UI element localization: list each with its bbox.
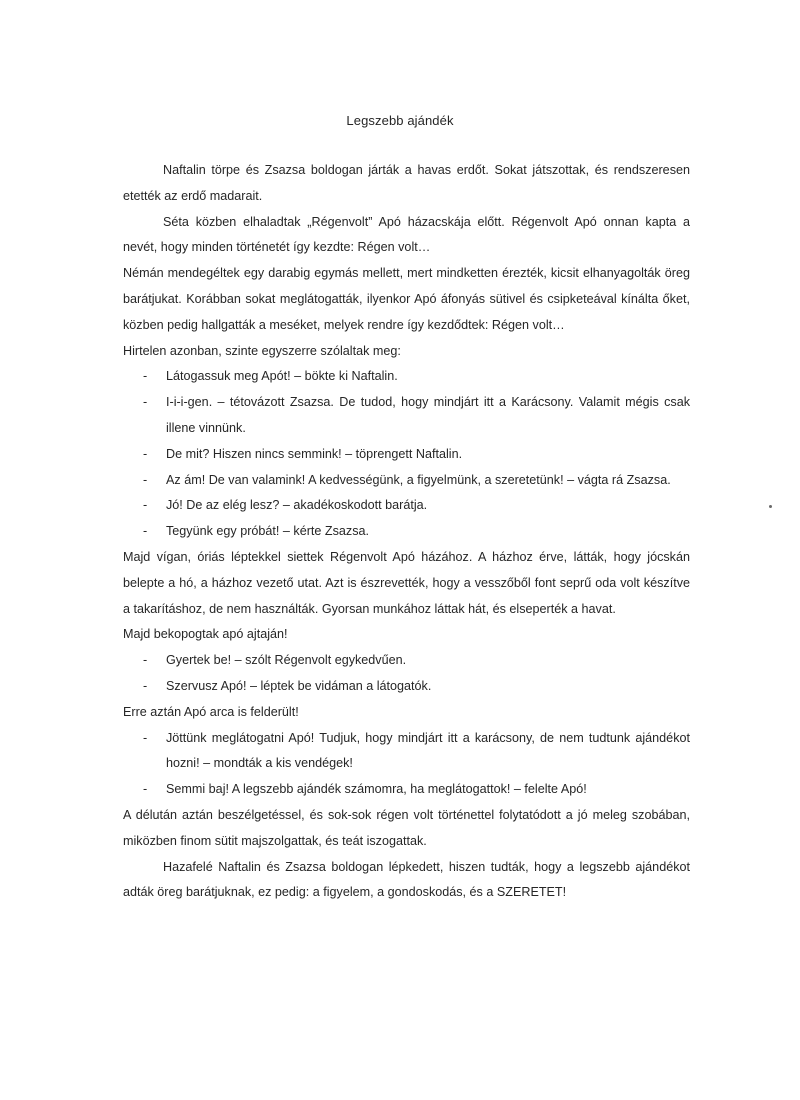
dialogue-line: - Jöttünk meglátogatni Apó! Tudjuk, hogy mindjárt itt a karácsony, de nem tudtunk ajándékot hozni! – mondták a kis vendégek! xyxy=(123,726,690,778)
paragraph-1: Naftalin törpe és Zsazsa boldogan járták a havas erdőt. Sokat játszottak, és rendszeresen etették az erdő madarait. xyxy=(123,163,690,203)
dialogue-line: - Tegyünk egy próbát! – kérte Zsazsa. xyxy=(123,519,690,545)
dialogue-list-3 xyxy=(123,726,690,803)
dialogue-list-1 xyxy=(123,364,690,545)
paragraph-6: Majd bekopogtak apó ajtaján! xyxy=(123,627,288,642)
dialogue-line: - Gyertek be! – szólt Régenvolt egykedvűen. xyxy=(123,648,690,674)
dialogue-line: - Semmi baj! A legszebb ajándék számomra, ha meglátogattok! – felelte Apó! xyxy=(123,777,690,803)
paragraph-9: Hazafelé Naftalin és Zsazsa boldogan lépkedett, hiszen tudták, hogy a legszebb ajándékot adták öreg barátjuknak, ez pedig: a figyelem, a gondoskodás, és a SZERETET! xyxy=(123,859,690,900)
dialogue-line: - Az ám! De van valamink! A kedvességünk, a figyelmünk, a szeretetünk! – vágta rá Zsazsa. xyxy=(123,468,690,494)
dialogue-list-2 xyxy=(123,648,690,700)
dialogue-line: - I-i-i-gen. – tétovázott Zsazsa. De tudod, hogy mindjárt itt a Karácsony. Valamit mégis csak illene vinnünk. xyxy=(123,390,690,442)
paragraph-8: A délután aztán beszélgetéssel, és sok-sok régen volt történettel folytatódott a jó meleg szobában, miközben finom sütit majszolgattak, és teát iszogattak. xyxy=(123,807,690,848)
paragraph-5: Majd vígan, óriás léptekkel siettek Régenvolt Apó házához. A házhoz érve, látták, hogy jócskán belepte a hó, a házhoz vezető utat. Azt is észrevették, hogy a vesszőből font seprű oda volt készítve a takarításhoz, de nem használták. Gyorsan munkához láttak hát, és elseperték a havat. xyxy=(123,549,690,616)
dialogue-line: - Jó! De az elég lesz? – akadékoskodott barátja. xyxy=(123,493,690,519)
dialogue-line: - De mit? Hiszen nincs semmink! – töprengett Naftalin. xyxy=(123,442,690,468)
dialogue-line: - Szervusz Apó! – léptek be vidáman a látogatók. xyxy=(123,674,690,700)
story-title: Legszebb ajándék xyxy=(346,113,454,128)
story-body xyxy=(123,158,690,906)
dialogue-line: - Látogassuk meg Apót! – bökte ki Naftalin. xyxy=(123,364,690,390)
paragraph-4: Hirtelen azonban, szinte egyszerre szólaltak meg: xyxy=(123,343,401,358)
paragraph-3: Némán mendegéltek egy darabig egymás mellett, mert mindketten érezték, kicsit elhanyagolták öreg barátjukat. Korábban sokat meglátogatták, ilyenkor Apó áfonyás sütivel és csipketeával kínálta őket, közben pedig hallgatták a meséket, melyek rendre így kezdődtek: Régen volt… xyxy=(123,266,690,332)
paragraph-7: Erre aztán Apó arca is felderült! xyxy=(123,704,299,719)
scan-speck xyxy=(769,505,772,508)
paragraph-2: Séta közben elhaladtak „Régenvolt” Apó házacskája előtt. Régenvolt Apó onnan kapta a nevét, hogy minden történetét így kezdte: Régen volt… xyxy=(123,214,690,255)
